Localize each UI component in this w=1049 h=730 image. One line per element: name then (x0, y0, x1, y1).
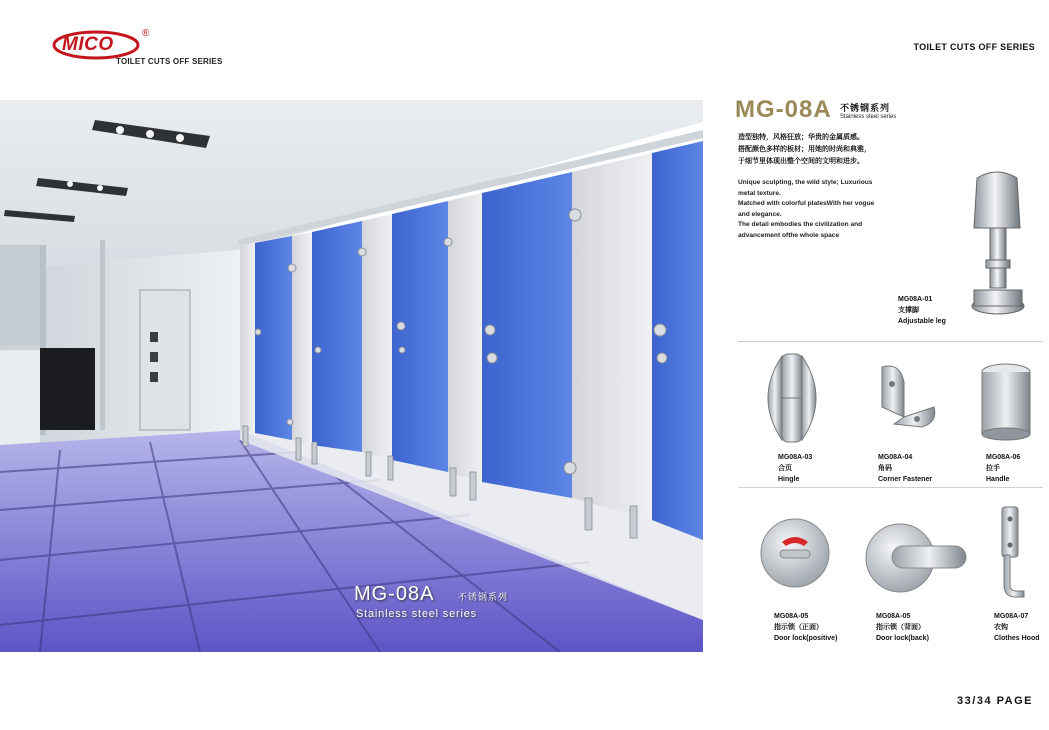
part-code: MG08A-05 (774, 613, 809, 620)
photo-title-cn: 不锈钢系列 (458, 592, 509, 602)
part-code: MG08A-04 (878, 454, 913, 461)
description-en-line: Matched with colorful platesWith her vogue (738, 200, 875, 207)
corner-fastener-icon (872, 362, 942, 432)
clothes-hook-icon (990, 505, 1030, 601)
door-lock-positive-icon (758, 516, 832, 590)
part-code: MG08A-03 (778, 454, 813, 461)
header-series-label: TOILET CUTS OFF SERIES (913, 42, 1035, 52)
part-name-en: Door lock(positive) (774, 635, 838, 642)
hinge-icon (752, 352, 832, 444)
part-item-04 (878, 452, 932, 485)
part-name-en: Clothes Hood (994, 635, 1040, 642)
door-lock-back-icon (862, 518, 970, 596)
part-code: MG08A-01 (898, 296, 933, 303)
showroom-photo (0, 100, 703, 652)
part-code: MG08A-05 (876, 613, 911, 620)
page-number: 33/34 PAGE (957, 695, 1033, 707)
adjustable-leg-icon (962, 168, 1032, 326)
part-item-06 (986, 452, 1020, 485)
part-name-en: Handle (986, 476, 1010, 483)
description-en-line: advancement ofthe whole space (738, 231, 840, 239)
registered-mark: ® (142, 28, 150, 39)
part-name-cn: 指示锁（正面） (774, 624, 823, 631)
part-item-01 (898, 294, 946, 327)
part-name-cn: 拉手 (986, 465, 1000, 472)
description-en-line: Unique sculpting, the wild style; Luxurious (738, 179, 873, 186)
part-item-07 (994, 611, 1040, 644)
divider (738, 341, 1043, 342)
part-name-en: Adjustable leg (898, 318, 946, 325)
logo-text: MICO (62, 34, 114, 55)
part-item-05-positive (774, 611, 837, 644)
description-cn-line: 造型独特，风格狂放；华贵的金属质感。 (738, 134, 864, 141)
part-name-cn: 支撑脚 (898, 307, 919, 314)
part-name-cn: 指示锁（背面） (876, 624, 925, 631)
description-en-line: metal texture. (738, 189, 781, 197)
description-en-line: and elegance. (738, 210, 782, 218)
photo-title: MG-08A (354, 583, 435, 605)
part-name-en: Hingle (778, 476, 800, 483)
part-code: MG08A-07 (994, 613, 1029, 620)
description-cn-line: 于细节里体现出整个空间的文明和进步。 (738, 158, 864, 165)
part-code: MG08A-06 (986, 454, 1021, 461)
logo-subtitle: TOILET CUTS OFF SERIES (116, 57, 223, 66)
product-model-title: MG-08A (735, 96, 832, 123)
divider (738, 487, 1043, 488)
part-item-03 (778, 452, 812, 485)
product-model-cn: 不锈钢系列 (840, 103, 891, 113)
handle-icon (978, 362, 1034, 442)
part-name-en: Corner Fastener (878, 476, 933, 483)
part-name-cn: 合页 (778, 465, 792, 472)
part-name-cn: 角码 (878, 465, 892, 472)
part-item-05-back (876, 611, 929, 644)
description-cn (738, 132, 938, 168)
part-name-cn: 衣钩 (994, 624, 1008, 631)
part-name-en: Door lock(back) (876, 635, 929, 642)
product-model-en: Stainless steel series (840, 114, 897, 120)
description-en (738, 178, 938, 241)
description-en-line: The detail embodies the civilization and (738, 221, 863, 228)
brand-logo (48, 28, 238, 72)
description-cn-line: 搭配颜色多样的板材；用她的时尚和典雅， (738, 146, 871, 153)
photo-subtitle: Stainless steel series (356, 608, 477, 620)
